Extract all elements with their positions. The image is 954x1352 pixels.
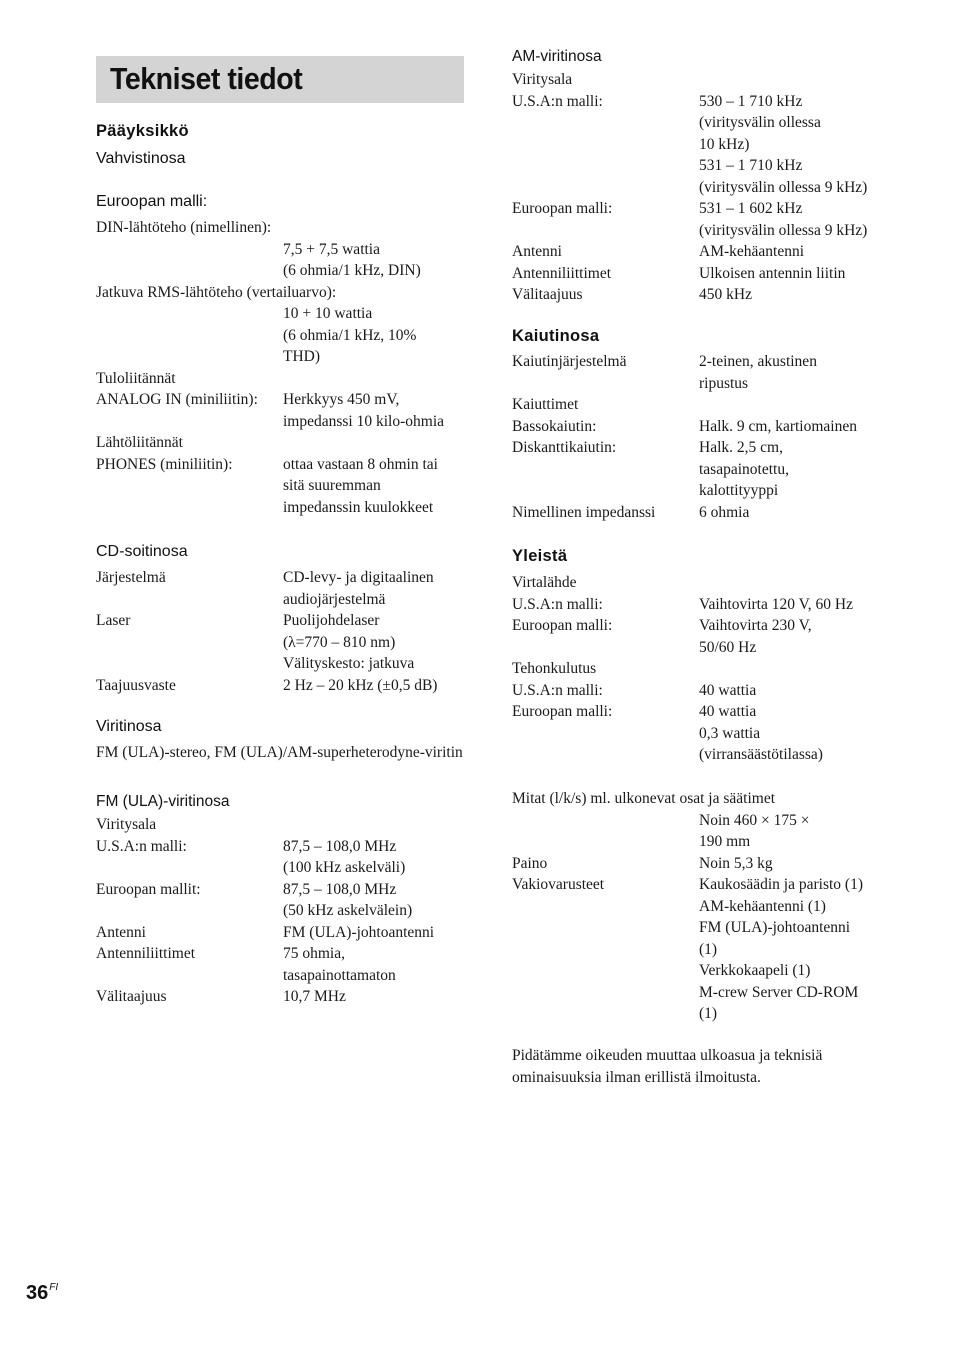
spec-label: Mitat (l/k/s) ml. ulkonevat osat ja säätimet xyxy=(512,790,776,807)
spec-label: U.S.A:n malli: xyxy=(512,681,603,699)
spec-value: 7,5 + 7,5 wattia xyxy=(283,240,380,258)
spec-label: Taajuusvaste xyxy=(96,676,176,694)
spec-value: 2 Hz – 20 kHz (±0,5 dB) xyxy=(283,676,438,694)
spec-label: Euroopan malli: xyxy=(512,617,613,634)
spec-value: Herkkyys 450 mV, xyxy=(283,391,400,408)
spec-value: 40 wattia xyxy=(699,703,757,720)
heading-viritinosa: Viritinosa xyxy=(96,718,162,735)
spec-label: Vakiovarusteet xyxy=(512,876,605,893)
spec-value: 40 wattia xyxy=(699,681,757,699)
spec-value: AM-kehäantenni xyxy=(699,243,805,260)
title-bar xyxy=(96,56,464,103)
spec-value: Kaukosäädin ja paristo (1) xyxy=(699,876,863,893)
spec-value: 50/60 Hz xyxy=(699,638,757,656)
spec-value: ottaa vastaan 8 ohmin tai xyxy=(283,455,438,473)
spec-value: 190 mm xyxy=(699,833,751,850)
spec-value: 6 ohmia xyxy=(699,503,750,521)
heading-am-viritinosa: AM-viritinosa xyxy=(512,48,602,65)
spec-value: Verkkokaapeli (1) xyxy=(699,962,811,979)
spec-value: Halk. 2,5 cm, xyxy=(699,439,783,456)
heading-cd-soitinosa: CD-soitinosa xyxy=(96,543,188,560)
spec-value: (6 ohmia/1 kHz, DIN) xyxy=(283,262,421,279)
spec-label: Antenni xyxy=(512,243,562,260)
footer-note: Pidätämme oikeuden muuttaa ulkoasua ja teknisiä ominaisuuksia ilman erillistä ilmoitusta. xyxy=(512,1047,823,1086)
heading-fm-viritinosa: FM (ULA)-viritinosa xyxy=(96,793,230,810)
spec-label: Tuloliitännät xyxy=(96,369,176,387)
spec-value: tasapainottamaton xyxy=(283,966,396,984)
spec-label: Virtalähde xyxy=(512,574,577,591)
spec-value: Vaihtovirta 120 V, 60 Hz xyxy=(699,595,853,613)
spec-value: 10 + 10 wattia xyxy=(283,305,373,322)
heading-yleista: Yleistä xyxy=(512,547,568,565)
spec-label: Antenni xyxy=(96,923,146,941)
heading-vahvistinosa: Vahvistinosa xyxy=(96,150,186,167)
spec-value: 450 kHz xyxy=(699,286,752,303)
spec-label: Välitaajuus xyxy=(512,286,583,303)
spec-value: (6 ohmia/1 kHz, 10% xyxy=(283,326,417,344)
spec-value: Noin 5,3 kg xyxy=(699,854,773,872)
spec-value: Halk. 9 cm, kartiomainen xyxy=(699,417,857,435)
spec-label: Tehonkulutus xyxy=(512,660,597,677)
spec-label: Laser xyxy=(96,612,131,629)
spec-value: THD) xyxy=(283,348,321,365)
spec-value: M-crew Server CD-ROM xyxy=(699,983,859,1001)
spec-value: (viritysvälin ollessa 9 kHz) xyxy=(699,221,868,239)
spec-value: 87,5 – 108,0 MHz xyxy=(283,837,397,855)
spec-value: 2-teinen, akustinen xyxy=(699,353,817,370)
spec-value: (viritysvälin ollessa xyxy=(699,114,821,131)
heading-paayksikko: Pääyksikkö xyxy=(96,122,189,140)
spec-label: Diskanttikaiutin: xyxy=(512,439,617,456)
spec-value: (50 kHz askelvälein) xyxy=(283,902,413,919)
spec-value: impedanssin kuulokkeet xyxy=(283,498,434,516)
spec-label: Paino xyxy=(512,854,548,872)
page-number xyxy=(26,1282,58,1305)
spec-value: Vaihtovirta 230 V, xyxy=(699,617,812,634)
page-language: FI xyxy=(49,1282,59,1293)
spec-value: Puolijohdelaser xyxy=(283,612,380,629)
spec-value: audiojärjestelmä xyxy=(283,590,386,608)
spec-label: Jatkuva RMS-lähtöteho (vertailuarvo): xyxy=(96,283,337,301)
spec-value: tasapainotettu, xyxy=(699,460,789,478)
spec-label: Antenniliittimet xyxy=(512,264,612,282)
spec-label: U.S.A:n malli: xyxy=(96,837,187,855)
spec-value: kalottityyppi xyxy=(699,482,779,499)
spec-label: Lähtöliitännät xyxy=(96,434,183,451)
spec-value: 531 – 1 710 kHz xyxy=(699,157,803,174)
spec-value: Noin 460 × 175 × xyxy=(699,811,810,829)
spec-value: FM (ULA)-johtoantenni xyxy=(699,919,851,936)
spec-value: (1) xyxy=(699,940,718,958)
spec-value: (1) xyxy=(699,1005,718,1022)
spec-value: 10,7 MHz xyxy=(283,988,346,1005)
spec-label: Antenniliittimet xyxy=(96,945,196,962)
heading-kaiutinosa: Kaiutinosa xyxy=(512,327,600,345)
viritin-description: FM (ULA)-stereo, FM (ULA)/AM-superheterodyne-viritin xyxy=(96,744,463,761)
spec-value: impedanssi 10 kilo-ohmia xyxy=(283,412,445,430)
spec-label: Kaiuttimet xyxy=(512,396,579,413)
spec-value: AM-kehäantenni (1) xyxy=(699,897,826,915)
spec-label: DIN-lähtöteho (nimellinen): xyxy=(96,219,272,236)
spec-value: (100 kHz askelväli) xyxy=(283,859,406,876)
spec-value: Välityskesto: jatkuva xyxy=(283,655,415,672)
spec-value: CD-levy- ja digitaalinen xyxy=(283,569,434,586)
spec-label: Euroopan malli: xyxy=(512,703,613,720)
spec-value: 75 ohmia, xyxy=(283,945,345,962)
spec-value: Ulkoisen antennin liitin xyxy=(699,264,846,282)
spec-value: 531 – 1 602 kHz xyxy=(699,200,803,217)
spec-label: Bassokaiutin: xyxy=(512,417,597,435)
spec-label: Viritysala xyxy=(96,816,157,833)
spec-value: (λ=770 – 810 nm) xyxy=(283,633,396,651)
page-title: Tekniset tiedot xyxy=(110,61,303,96)
spec-label: U.S.A:n malli: xyxy=(512,92,603,110)
spec-label: Viritysala xyxy=(512,71,573,88)
spec-value: 87,5 – 108,0 MHz xyxy=(283,880,397,898)
spec-label: U.S.A:n malli: xyxy=(512,595,603,613)
spec-label: Järjestelmä xyxy=(96,569,166,586)
spec-value: FM (ULA)-johtoantenni xyxy=(283,923,435,941)
spec-value: 10 kHz) xyxy=(699,135,750,153)
spec-label: Euroopan malli: xyxy=(512,200,613,217)
heading-euroopan-malli: Euroopan malli: xyxy=(96,193,208,210)
spec-label: ANALOG IN (miniliitin): xyxy=(96,391,258,408)
spec-value: 0,3 wattia xyxy=(699,724,761,742)
page-number-value: 36 xyxy=(26,1282,49,1304)
spec-label: PHONES (miniliitin): xyxy=(96,455,233,473)
spec-value: 530 – 1 710 kHz xyxy=(699,92,803,110)
spec-value: (viritysvälin ollessa 9 kHz) xyxy=(699,178,868,196)
spec-value: (virransäästötilassa) xyxy=(699,746,823,763)
spec-label: Nimellinen impedanssi xyxy=(512,503,656,521)
spec-label: Euroopan mallit: xyxy=(96,880,201,898)
spec-label: Välitaajuus xyxy=(96,988,167,1005)
spec-label: Kaiutinjärjestelmä xyxy=(512,353,627,370)
spec-value: ripustus xyxy=(699,374,749,392)
spec-value: sitä suuremman xyxy=(283,477,381,494)
